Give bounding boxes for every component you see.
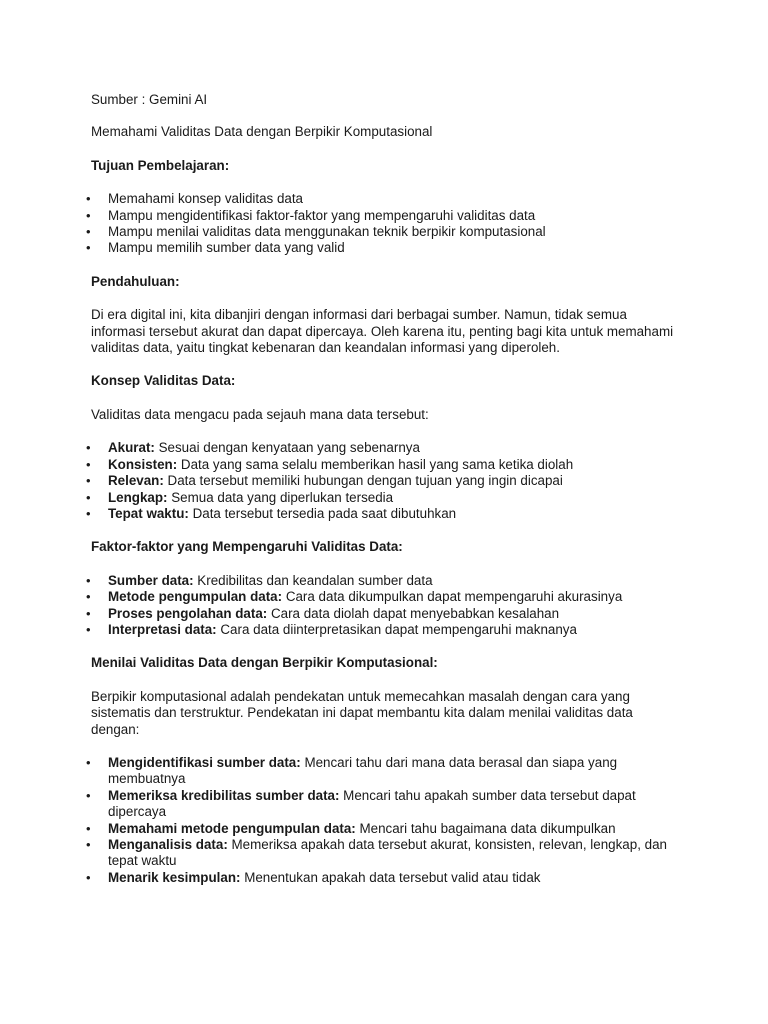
list-item-desc: Kredibilitas dan keandalan sumber data: [193, 572, 433, 588]
list-item: [86, 605, 681, 622]
list-item-desc: Data yang sama selalu memberikan hasil yang sama ketika diolah: [177, 456, 574, 472]
heading-konsep: Konsep Validitas Data:: [91, 373, 236, 389]
bullet-icon: •: [86, 820, 91, 836]
list-item-term: Mengidentifikasi sumber data:: [108, 754, 301, 770]
bullet-icon: •: [86, 489, 91, 505]
list-item-desc: Data tersebut memiliki hubungan dengan tujuan yang ingin dicapai: [163, 473, 563, 489]
menilai-intro: Berpikir komputasional adalah pendekatan untuk memecahkan masalah dengan cara yang sistematis dan terstruktur. Pendekatan ini dapat membantu kita dalam menilai validitas data dengan:: [91, 688, 633, 737]
list-item: [86, 240, 681, 256]
bullet-icon: •: [86, 754, 91, 770]
list-item: [86, 440, 681, 456]
list-item-term: Sumber data:: [108, 572, 194, 588]
list-item-desc: Sesuai dengan kenyataan yang sebenarnya: [154, 440, 420, 456]
list-item: [86, 589, 681, 605]
list-item-desc: Data tersebut tersedia pada saat dibutuhkan: [188, 505, 457, 521]
bullet-icon: •: [86, 207, 91, 223]
list-item-term: Proses pengolahan data:: [108, 605, 268, 621]
list-item-desc: Cara data dikumpulkan dapat mempengaruhi akurasinya: [282, 589, 623, 605]
list-menilai: [86, 754, 681, 886]
bullet-icon: •: [86, 224, 91, 240]
list-item-desc: Semua data yang diperlukan tersedia: [167, 489, 394, 505]
bullet-icon: •: [86, 240, 91, 256]
list-item-term: Interpretasi data:: [108, 621, 217, 637]
bullet-icon: •: [86, 191, 91, 207]
bullet-icon: •: [86, 605, 91, 621]
list-tujuan: [86, 191, 681, 257]
list-faktor: [86, 572, 681, 639]
bullet-icon: •: [86, 473, 91, 489]
list-item: [86, 224, 681, 240]
list-item: [86, 621, 681, 638]
list-item-desc: Cara data diolah dapat menyebabkan kesalahan: [267, 605, 560, 621]
list-item-term: Menarik kesimpulan:: [108, 869, 241, 885]
list-item: [86, 207, 681, 224]
list-item-term: Metode pengumpulan data:: [108, 589, 283, 605]
list-item-text: Mampu menilai validitas data menggunakan teknik berpikir komputasional: [108, 224, 546, 240]
list-item-text: Memahami konsep validitas data: [108, 191, 304, 207]
bullet-icon: •: [86, 505, 91, 521]
list-item-term: Tepat waktu:: [108, 505, 189, 521]
bullet-icon: •: [86, 837, 91, 852]
list-item: [86, 473, 681, 489]
pendahuluan-text: Di era digital ini, kita dibanjiri dengan informasi dari berbagai sumber. Namun, tidak semua informasi tersebut akurat dan dapat dipercaya. Oleh karena itu, penting bagi kita untuk memahami validitas data, yaitu tingkat kebenaran dan keandalan informasi yang diperoleh.: [91, 307, 674, 356]
list-item-term: Memeriksa kredibilitas sumber data:: [108, 787, 340, 803]
list-item: [86, 191, 681, 207]
list-item-text: Mampu mengidentifikasi faktor-faktor yang mempengaruhi validitas data: [108, 207, 536, 223]
list-item-term: Akurat:: [108, 440, 155, 456]
list-item: [86, 456, 681, 473]
list-item: [86, 489, 681, 506]
list-item: [86, 820, 681, 837]
heading-pendahuluan: Pendahuluan:: [91, 273, 180, 289]
list-item-term: Lengkap:: [108, 489, 168, 505]
bullet-icon: •: [86, 456, 91, 472]
list-item-desc: Menentukan apakah data tersebut valid atau tidak: [240, 869, 541, 885]
list-item: [86, 572, 681, 589]
list-item-desc: Mencari tahu apakah sumber data tersebut dapat dipercaya: [108, 787, 636, 820]
heading-tujuan: Tujuan Pembelajaran:: [91, 157, 230, 173]
source-line: Sumber : Gemini AI: [91, 92, 208, 107]
document-body: [86, 92, 681, 886]
list-item: [86, 869, 681, 886]
heading-faktor: Faktor-faktor yang Mempengaruhi Validitas Data:: [91, 539, 403, 555]
list-item-term: Relevan:: [108, 473, 164, 489]
list-item-desc: Memeriksa apakah data tersebut akurat, konsisten, relevan, lengkap, dan tepat waktu: [108, 837, 667, 869]
bullet-icon: •: [86, 869, 91, 885]
list-item-term: Konsisten:: [108, 456, 178, 472]
bullet-icon: •: [86, 621, 91, 637]
bullet-icon: •: [86, 787, 91, 803]
list-konsep: [86, 440, 681, 522]
list-item: [86, 505, 681, 522]
list-item: [86, 837, 681, 870]
list-item-term: Menganalisis data:: [108, 837, 228, 852]
list-item-desc: Cara data diinterpretasikan dapat mempengaruhi maknanya: [216, 621, 577, 637]
bullet-icon: •: [86, 589, 91, 605]
list-item: [86, 787, 681, 821]
heading-menilai: Menilai Validitas Data dengan Berpikir Komputasional:: [91, 655, 438, 671]
konsep-intro: Validitas data mengacu pada sejauh mana data tersebut:: [91, 406, 429, 422]
document-title: Memahami Validitas Data dengan Berpikir Komputasional: [91, 124, 433, 140]
bullet-icon: •: [86, 440, 91, 456]
list-item-term: Memahami metode pengumpulan data:: [108, 820, 356, 836]
list-item: [86, 754, 681, 788]
list-item-desc: Mencari tahu bagaimana data dikumpulkan: [355, 820, 616, 836]
list-item-desc: Mencari tahu dari mana data berasal dan siapa yang membuatnya: [108, 754, 618, 787]
bullet-icon: •: [86, 572, 91, 588]
list-item-text: Mampu memilih sumber data yang valid: [108, 240, 345, 256]
